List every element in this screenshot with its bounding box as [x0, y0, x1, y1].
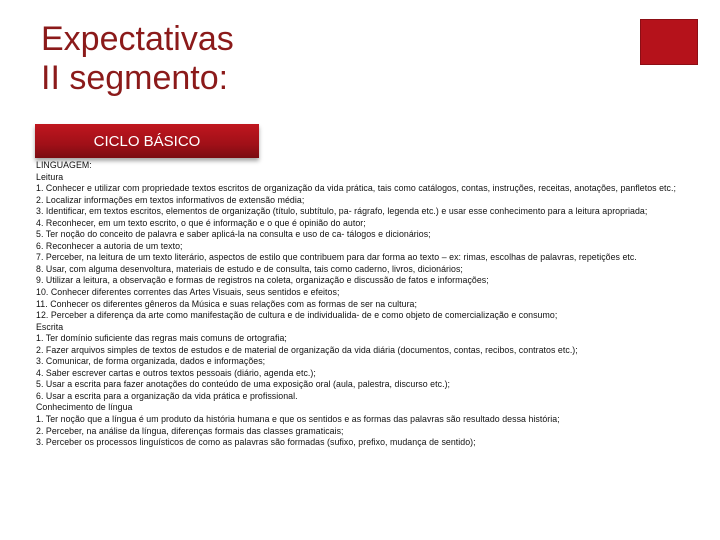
text-line: 5. Ter noção do conceito de palavra e saber aplicá-la na consulta e uso de ca- tálogos e dicionários;: [36, 229, 431, 240]
content-body: [36, 160, 696, 449]
text-line: 12. Perceber a diferença da arte como manifestação de cultura e de individualida- de e como objeto de comercialização e consumo;: [36, 310, 558, 321]
text-line: 4. Reconhecer, em um texto escrito, o que é informação e o que é opinião do autor;: [36, 217, 366, 228]
text-line: 3. Identificar, em textos escritos, elementos de organização (título, subtítulo, pa- rágrafo, legenda etc.) e usar esse conhecimento para a leitura apropriada;: [36, 206, 648, 217]
slide-title: [41, 20, 601, 98]
decorative-red-square: [640, 19, 698, 65]
text-line: 6. Reconhecer a autoria de um texto;: [36, 240, 183, 251]
text-line: 3. Perceber os processos linguísticos de como as palavras são formadas (sufixo, prefixo, mudança de sentido);: [36, 437, 476, 448]
text-line: Escrita: [36, 321, 64, 332]
section-badge: CICLO BÁSICO: [35, 124, 259, 158]
text-line: 6. Usar a escrita para a organização da vida prática e profissional.: [36, 390, 298, 401]
text-line: 8. Usar, com alguma desenvoltura, materiais de estudo e de consulta, tais como caderno, livros, dicionários;: [36, 263, 463, 274]
text-line: 4. Saber escrever cartas e outros textos pessoais (diário, agenda etc.);: [36, 367, 316, 378]
slide-title-line-1: Expectativas: [41, 20, 234, 58]
text-line: 9. Utilizar a leitura, a observação e formas de registros na coleta, organização e discussão de fatos e informações;: [36, 275, 489, 286]
text-line: 2. Localizar informações em textos informativos de extensão média;: [36, 194, 305, 205]
text-line: 1. Conhecer e utilizar com propriedade textos escritos de organização da vida prática, tais como catálogos, contas, instruções, receitas, anotações, panfletos etc.;: [36, 183, 676, 194]
text-line: 11. Conhecer os diferentes gêneros da Música e suas relações com as formas de ser na cultura;: [36, 298, 417, 309]
text-line: 7. Perceber, na leitura de um texto literário, aspectos de estilo que contribuem para dar forma ao texto – ex: rimas, escolhas de palavras, repetições etc.: [36, 252, 637, 263]
text-line: LINGUAGEM:: [36, 160, 92, 170]
text-line: Conhecimento de língua: [36, 402, 133, 413]
text-line: 3. Comunicar, de forma organizada, dados e informações;: [36, 356, 266, 367]
text-line: 10. Conhecer diferentes correntes das Artes Visuais, seus sentidos e efeitos;: [36, 287, 340, 298]
text-line: 2. Perceber, na análise da língua, diferenças formais das classes gramaticais;: [36, 425, 344, 436]
text-line: 1. Ter domínio suficiente das regras mais comuns de ortografia;: [36, 333, 287, 344]
text-line: 1. Ter noção que a língua é um produto da história humana e que os sentidos e as formas das palavras são resultado dessa história;: [36, 414, 560, 425]
slide-title-line-2: II segmento:: [41, 59, 229, 97]
text-line: Leitura: [36, 171, 64, 182]
text-line: 2. Fazer arquivos simples de textos de estudos e de material de organização da vida diária (documentos, contas, recibos, contratos etc.);: [36, 344, 578, 355]
text-line: 5. Usar a escrita para fazer anotações do conteúdo de uma exposição oral (aula, palestra, discurso etc.);: [36, 379, 451, 390]
